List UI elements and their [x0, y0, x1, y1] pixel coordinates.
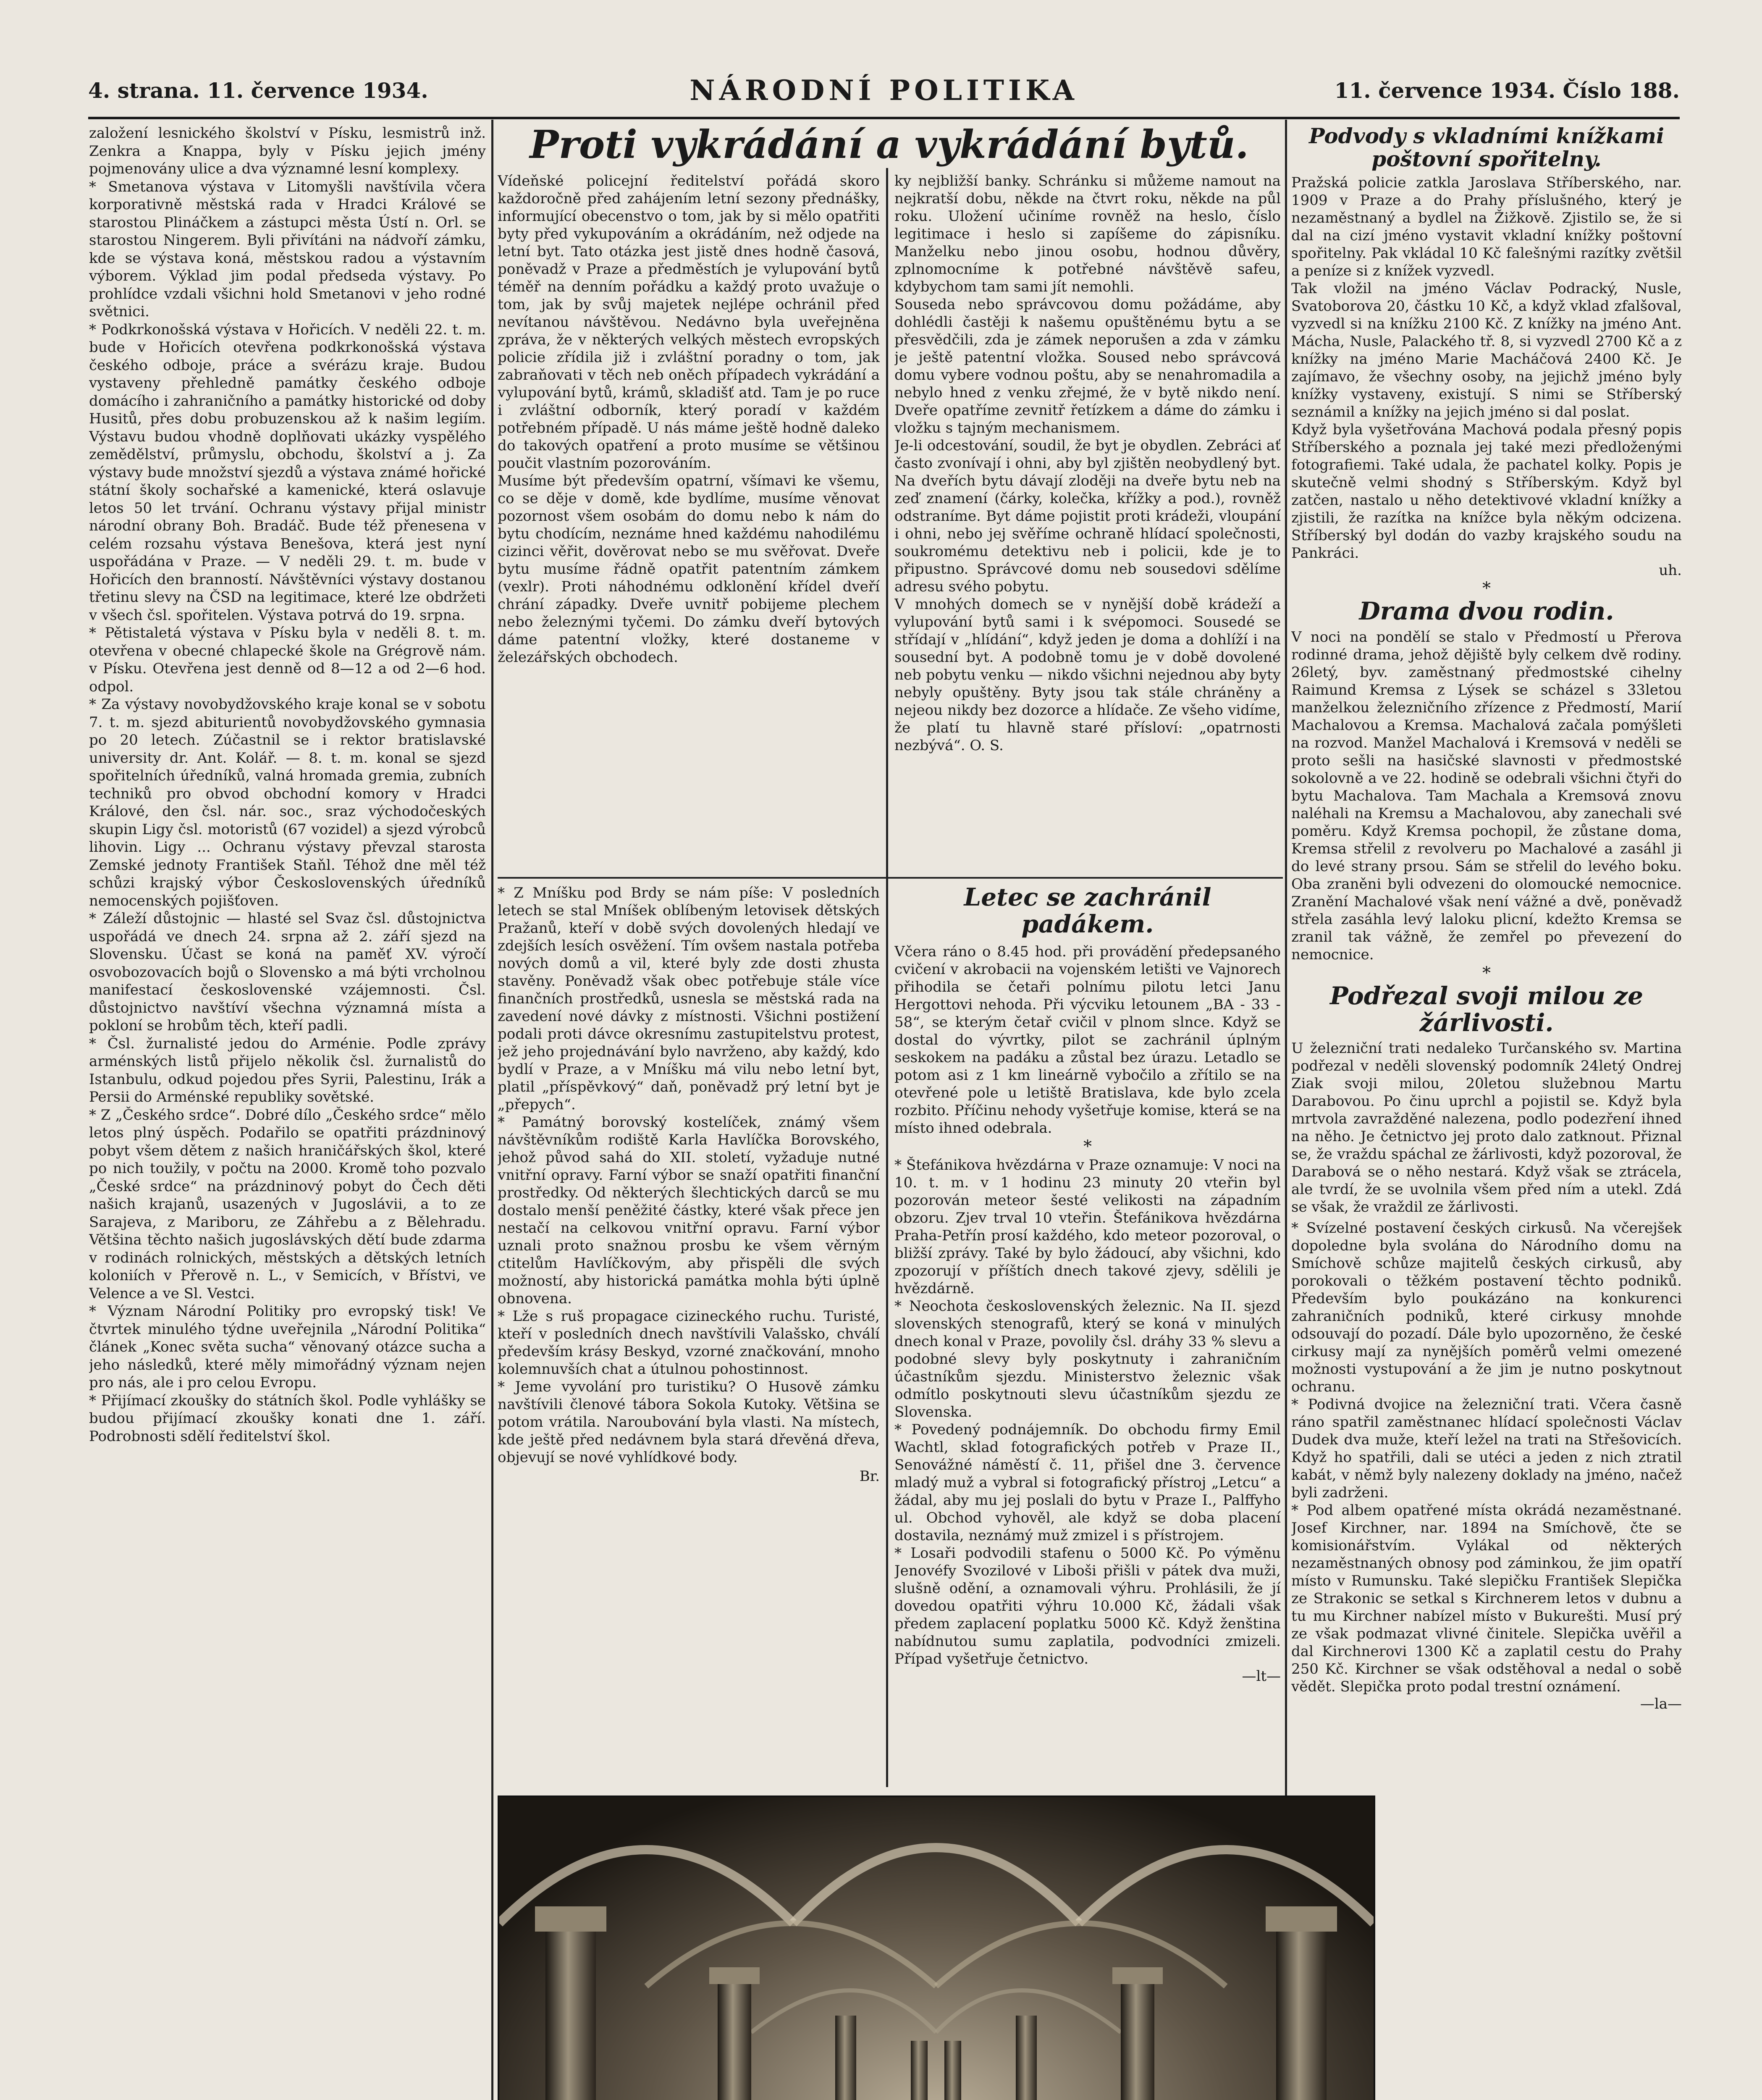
column-1-text: založení lesnického školství v Písku, lesmistrů inž. Zenkra a Knappa, byly v Písku jejich jmény pojmenovány ulice a dva významné lesní komplexy. * Smetanova výstava v Litomyšli navštívila včera korporativně městská rada v Hradci Králové se starostou Plináčkem a zástupci města Ústí n. Orl. se starostou Ningerem. Byli přivítáni na nádvoří zámku, kde se výstava koná, městskou radou a výstavním výborem. Výklad jim podal předseda výstavy. Po prohlídce vzdali všichni hold Smetanovi v jeho rodné světnici. * Podkrkonošská výstava v Hořicích. V neděli 22. t. m. bude v Hořicích otevřena podkrkonošská výstava českého odboje, práce a svérázu kraje. Budou vystaveny přehledně památky českého odboje domácího i zahraničního a památky historické od doby Husitů, přes dobu probuzenskou až k našim legiím. Výstavu budou vhodně doplňovati ukázky vyspělého zemědělství, průmyslu, obchodu, školství a j. Za výstavy bude množství sjezdů a výstava známé hořické státní školy sochařské a kamenické, která oslavuje letos 50 let trvání. Ochranu výstavy přijal ministr národní obrany Boh. Bradáč. Bude též přenesena v celém rozsahu výstava Benešova, která jest nyní uspořádána v Praze. — V neděli 29. t. m. bude v Hořicích den branností. Návštěvníci výstavy dostanou třetinu slevy na ČSD na legitimace, které lze obdržeti v všech čsl. spořitelen. Výstava potrvá do 19. srpna. * Pětistaletá výstava v Písku byla v neděli 8. t. m. otevřena v obecné chlapecké škole na Grégrově nám. v Písku. Otevřena jest denně od 8—12 a od 2—6 hod. odpol. * Za výstavy novobydžovského kraje konal se v sobotu 7. t. m. sjezd abiturientů novobydžovského gymnasia po 20 letech. Zúčastnil se i rektor bratislavské university dr. Ant. Kolář. — 8. t. m. konal se sjezd spořitelních úředníků, valná hromada gremia, zubních techniků pro obvod obchodní komory v Hradci Králové, den čsl. nár. soc., sraz východočeských skupin Ligy čsl. motoristů (67 vozidel) a sjezd výrobců lihovin. Ligy ... Ochranu výstavy převzal starosta Zemské jednoty František Staňl. Téhož dne měl též schůzi krajský výbor Československých úředníků nemocenských pojišťoven. * Záleží důstojnic — hlasté sel Svaz čsl. důstojnictva uspořádá ve dnech 24. srpna až 2. září sjezd na Slovensku. Účast se koná na paměť XV. výročí osvobozovacích bojů o Slovensko a má býti vrcholnou manifestací československé vzájemnosti. Čsl. důstojnictvo navštíví všechna významná místa a pokloní se hrobům těch, kteří padli. * Čsl. žurnalisté jedou do Arménie. Podle zprávy arménských listů přijelo několik čsl. žurnalistů do Istanbulu, odkud pojedou přes Syrii, Palestinu, Irák a Persii do Arménské republiky sovětské. * Z „Českého srdce“. Dobré dílo „Českého srdce“ mělo letos plný úspěch. Podařilo se opatřiti prázdninový pobyt všem dětem z našich hraničářských škol, které po nich toužily, v počtu na 2000. Kromě toho pozvalo „České srdce“ na prázdninový pobyt do Čech děti našich krajanů, usazených v Jugoslávii, a to ze Sarajeva, z Mariboru, ze Záhřebu a z Bělehradu. Většina těchto našich jugoslávských dětí bude zdarma v rodinách rolnických, městských a dětských letních koloniích v Přerově n. L., v Semicích, v Břístvi, ve Velence a ve Sl. Vestci. * Význam Národní Politiky pro evropský tisk! Ve čtvrtek minulého týdne uveřejnila „Národní Politika“ článek „Konec světa sucha“ věnovaný otázce sucha a jeho následků, které měly mimořádný význam nejen pro nás, ale i pro celou Evropu. * Přijímací zkoušky do státních škol. Podle vyhlášky se budou přijímací zkoušky konati dne 1. září. Podrobnosti sdělí ředitelství škol. — [89, 125, 486, 1445]
main-article-title: Proti vykrádání a vykrádání bytů. — [530, 124, 1249, 167]
column-4-signature: —la— — [1640, 1696, 1682, 1713]
column-rule-4 — [886, 880, 888, 1787]
postal-savings-fraud-text: Pražská policie zatkla Jaroslava Stříberského, nar. 1909 v Praze a do Prahy příslušného, který je nezaměstnaný a bydlel na Žižkově. Zjistilo se, že si dal na cizí jméno vystavit vkladní knížky poštovní spořitelny. Pak vkládal 10 Kč falešnými razítky zvětšil a penízе si z knížek vyzvedl. Tak vložil na jméno Václav Podracký, Nusle, Svatoborova 20, částku 10 Kč, a když vklad zfalšoval, vyzvedl si na knížku 2100 Kč. Z knížky na jméno Ant. Mácha, Nusle, Palackého tř. 8, si vyzvedl 2700 Kč a z knížky na jméno Marie Macháčová 2400 Kč. Je zajímavo, že všechny osoby, na jejichž jméno byly knížky vystaveny, existují. S nimi se Stříberský seznámil a knížky na jejich jméno si dal poslat. Když byla vyšetřována Machová podala přesný popis Stříberského a poznala jej také mezi předloženými fotografiemi. Také udala, že pachatel kolky. Popis je skutečně velmi shodný s Stříberským. Když byl zatčen, nastalo u něho detektivové vkladní knížky a zjistili, že razítka na knížce byla někým odcizena. Stříberský byl dodán do vazby krajského soudu na Pankráci. — [1291, 174, 1682, 562]
two-families-drama-title: Drama dvou rodin. — [1359, 597, 1614, 625]
main-article-text-a: Vídeňské policejní ředitelství pořádá skoro každoročně před zahájením letní sezony přednášky, informující obecenstvo o tom, jak by si mělo opatřiti byty před vykupováním a okrádáním, než odjede na letní byt. Tato otázka jest jistě dnes hodně časová, poněvadž v Praze a předměstích je vylupování bytů téměř na denním pořádku a každý proto uvažuje o tom, jak by svůj majetek nejlépe ochránil před nevítanou návštěvou. Nedávno byla uveřejněna zpráva, že v některých velkých městech evropských policie zřídila již i zvláštní poradny o tom, jak zabraňovati v těch neb oněch případech vykrádání a vylupování bytů, krámů, skladišť atd. Tam je po ruce i zvláštní odborník, který poradí v každém potřebném případě. U nás máme ještě hodně daleko do takových opatření a proto musíme se většinou poučit vlastním pozorováním. Musíme být především opatrní, všímavi ke všemu, co se děje v domě, kde bydlíme, musíme věnovat pozornost všem osobám do domu nebo k nám do bytu chodícím, neznáme hned každému nahodilému cizinci věřit, dověrovat nebo se mu svěřovat. Dveře bytu musíme řádně opatřit patentním zámkem (vexlr). Proti náhodnému odklonění křídel dveří chrání západky. Dveře uvnitř pobijeme plechem nebo železnými tyčemi. Do zámku dveří bytových dáme patentní vložky, které dostaneme v železářských obchodech. — [498, 173, 880, 666]
column-1-news — [89, 124, 486, 2100]
separator-star-2: * — [1482, 579, 1491, 598]
main-article-text-b: ky nejbližší banky. Schránku si můžeme namout na nejkratší dobu, někde na čtvrt roku, někde na půl roku. Uložení učiníme rovněž na heslo, číslo legitimace i heslo si zapíšeme do zápisníku. Manželku nebo jinou osobu, hodnou důvěry, zplnomocníme k potřebné návštěvě safeu, kdybychom tam sami jít nemohli. Souseda nebo správcovou domu požádáme, aby dohlédli častěji k našemu opuštěnému bytu a se přesvědčili, zda je zámek neporušen a zda v zámku je ještě patentní vložka. Soused nebo správcová domu vybere vodnou poštu, aby se nenahromadila a nebylo hned z venku zřejmé, že v bytě nikdo není. Dveře opatříme zevnitř řetízkem a dáme do zámku i vložku s tajným mechanismem. Je-li odcestování, soudil, že byt je obydlen. Zebráci ať často zvonívají i ohni, aby byl zjištěn neobydlený byt. Na dveřích bytu dávají zloději na dveře bytu neb na zeď znamení (čárky, kolečka, křížky a pod.), rovněž odstraníme. Byt dáme pojistit proti krádeži, vloupání i ohni, nebo jej svěříme ochraně hlídací společnosti, soukromému detektivu neb i policii, kde je to připustno. Správcové domu neb sousedovi sdělíme adresu svého pobytu. V mnohých domech se v nynější době krádeží a vylupování bytů sami i k svépomoci. Sousedé se střídají v „hlídání“, když jeden je doma a dohlíží i na sousední byt. A podobně tomu je v době dovolené neb pobytu venku — nikdo všichni nejednou aby byty nebyly opuštěny. Byty jsou tak stále chráněny a nejeou nikdy bez dozorce a hlídače. Ze všeho vidíme, že platí tu hlavně staré přísloví: „opatrnosti nezbývá“. O. S. — [894, 173, 1281, 754]
main-article-column-b — [894, 172, 1281, 874]
page-number-date: 4. strana. 11. července 1934. — [88, 78, 428, 103]
newspaper-title: NÁRODNÍ POLITIKA — [690, 74, 1078, 107]
column-rule-3 — [886, 168, 888, 882]
main-article-column-a — [498, 172, 880, 874]
column-3-lower-news — [894, 884, 1281, 1787]
two-families-drama-text: V noci na pondělí se stalo v Předmostí u Přerova rodinné drama, jehož dějiště byly celkem dvě rodiny. 26letý, byv. zaměstnaný předmostské cihelny Raimund Kremsa z Lýsek se scházel s 33letou manželkou železničního zřízence z Předmostí, Marií Machalovou a Kremsa. Machalová začala pomýšleti na rozvod. Manžel Machalová i Kremsová v neděli se proto sešli na hasičské slavnosti v předmostské sokolovně a ve 22. hodině se odebrali všichni čtyři do bytu Machalova. Tam Machala a Kremsová znovu naléhali na Kremsu a Machalovou, aby zanechali své poměru. Když Kremsa pochopil, že zůstane doma, Kremsa střelil z revolveru po Machalové a zasáhl ji do levé strany prsou. Sám se střelil do levého boku. Oba zraněni byli odvezeni do olomoucké nemocnice. Zranění Machalové však není vážné a dvě, poněvadž střela zasáhla levý laloku plicní, kdežto Kremsa se zranil tak vážně, že zemřel po převezení do nemocnice. — [1291, 628, 1682, 963]
separator-star-3: * — [1482, 963, 1491, 983]
separator-star: * — [1083, 1137, 1092, 1156]
crypt-photo — [498, 1796, 1375, 2100]
postal-savings-fraud-signature: uh. — [1659, 562, 1682, 579]
pilot-article-text: Včera ráno o 8.45 hod. při provádění předepsaného cvičení v akrobacii na vojenském letišti ve Vajnorech přihodila se četaři polnímu pilotu letci Janu Hergottovi nehoda. Při výcviku letounem „BA - 33 - 58“, se kterým četař cvičil v plnom slnce. Když se dostal do vývrtky, pilot se zachránil úplným seskokem na padáku a zůstal bez úrazu. Letadlo se potom asi z 1 km lineárně vybočilo a zřítilo se na otevřené pole u letiště Bratislava, kde bylo zcela rozbito. Příčinu nehody vyšetřuje komise, která se na místo ihned odebrala. — [894, 943, 1281, 1137]
crypt-illustration — [499, 1797, 1374, 2100]
jealousy-murder-title: Podřezal svoji milou ze žárlivosti. — [1329, 981, 1644, 1037]
masthead-rule — [88, 117, 1680, 119]
column-2-signature: Br. — [859, 1468, 880, 1485]
column-rule-1 — [491, 120, 493, 2100]
pilot-article-title: Letec se zachránil padákem. — [964, 884, 1211, 938]
main-article-bottom-rule — [498, 877, 1283, 879]
column-2-lower-news — [498, 884, 880, 1787]
issue-date-number: 11. července 1934. Číslo 188. — [1334, 78, 1680, 103]
masthead — [88, 71, 1680, 117]
column-3-signature: —lt— — [1242, 1667, 1281, 1685]
jealousy-murder-text: U železniční trati nedaleko Turčanského sv. Martina podřezal v neděli slovenský podomník 24letý Ondrej Ziak svoji milou, 20letou služebnou Martu Darabovou. Po činu uprchl a pojistil se. Když byla mrtvola zavražděné nalezena, podlo podezření ihned na něho. Je četnictvo jej proto dalo zatknout. Přiznal se, že vraždu spáchal ze žárlivosti, když pozoroval, že Darabová se o něho nestará. Když však se ztrácela, ale tvrdí, že se uvolnila všem před ním a utekl. Zdá se však, že vraždil ze žárlivosti. — [1291, 1040, 1682, 1216]
column-2-lower-text: * Z Mníšku pod Brdy se nám píše: V posledních letech se stal Mníšek oblíbeným letovisek dětských Pražanů, kteří v době svých dovolených hledají ve zdejších lesích osvěžení. Tím ovšem nastala potřeba nových domů a vil, které byly zde dosti zhusta stavěny. Poněvadž však obec potřebuje stále více finančních prostředků, usnesla se městská rada na zavedení nové dávky z místnosti. Všichni postižení podali proti dávce okresnímu zastupitelstvu protest, jež jeho projednávání bylo navrženo, aby každý, kdo bydlí v Praze, a v Mníšku má vilu nebo letní byt, platil „příspěvkový“ daň, poněvadž prý letní byt je „přepych“. * Památný borovský kostelíček, známý všem návštěvníkům rodiště Karla Havlíčka Borovského, jehož původ sahá do XII. století, vyžaduje nutné vnitřní opravy. Farní výbor se snaží opatřiti finanční prostředky. Od některých šlechtických darců se mu dostalo menší peněžité částky, které však přece jen nestačí na celkovou vnitřní opravu. Farní výbor uznali proto snažnou prosbu ke všem věrným ctitelům Havlíčkovým, aby přispěli dle svých možností, aby historická památka mohla býti úplně obnovena. * Lže s ruš propagace cizineckého ruchu. Turisté, kteří v posledních dnech navštívili Valašsko, chválí především krásy Beskyd, vzorné značkování, mnoho kolemnuvších chat a útulnou pohostinnost. * Jeme vyvolání pro turistiku? O Husově zámku navštívili členové tábora Sokola Kutoky. Většina se potom vrátila. Naroubování byla vlasti. Na místech, kde ještě před nedávnem byla stará dřevěná dřeva, objevují se nové vyhlídkové body. — [498, 885, 880, 1466]
column-4-items: * Svízelné postavení českých cirkusů. Na včerejšek dopoledne byla svolána do Národního domu na Smíchově schůze majitelů českých cirkusů, aby porokovali o těžkém postavení těchto podniků. Především bylo poukázáno na konkurenci zahraničních podniků, které cirkusy mnohde odsouvají do pozadí. Dále bylo upozorněno, že české cirkusy mají za nynějších poměrů velmi omezené možnosti vystupování a že jim je nutno poskytnout ochranu. * Podivná dvojice na železniční trati. Včera časně ráno spatřil zaměstnanec hlídací společnosti Václav Dudek dva muže, kteří ležel na trati na Střešovicích. Když ho spatřili, dali se utéci a jeden z nich ztratil kabát, v němž byly nalezeny doklady na jméno, načež byli zadrženi. * Pod albem opatřené místa okrádá nezaměstnané. Josef Kirchner, nar. 1894 na Smíchově, čte se komisionářstvím. Vylákal od některých nezaměstnaných obnosy pod záminkou, že jim opatří místo v Rumunsku. Také slepičku František Slepička ze Strakonic se setkal s Kirchnerem letos v dubnu a tu mu Kirchner nabízel místo v Bukurešti. Musí prý ze však podmazat vlivné činitele. Slepička uvěřil a dal Kirchnerovi 1300 Kč a zaplatil cestu do Prahy 250 Kč. Kirchner se však odstěhoval a nedal o sobě vědět. Slepička proto podal trestní oznámení. — [1291, 1220, 1682, 1696]
main-article-headline-box — [498, 124, 1281, 171]
postal-savings-fraud-title: Podvody s vkladními knížkami poštovní spořitelny. — [1309, 124, 1664, 171]
column-3-items: * Štefánikova hvězdárna v Praze oznamuje: V noci na 10. t. m. v 1 hodinu 23 minuty 20 vteřin byl pozorován meteor šesté velikosti na západním obzoru. Zjev trval 10 vteřin. Štefánikova hvězdárna Praha-Petřín prosí každého, kdo meteor pozoroval, o bližší zprávy. Také by bylo žádoucí, aby všichni, kdo zpozorují v příštích dnech takové zjevy, sdělili je hvězdárně. * Neochota československých železnic. Na II. sjezd slovenských stenografů, který se koná v minulých dnech konal v Praze, povolily čsl. dráhy 33 % slevu a podobné slevy byly poskytnuty i zahraničním účastníkům sjezdu. Ministerstvo železnic však odmítlo poskytnouti slevu účastníkům sjezdu ze Slovenska. * Povedený podnájemník. Do obchodu firmy Emil Wachtl, sklad fotografických potřeb v Praze II., Senovážné náměstí č. 11, přišel dne 3. července mladý muž a vybral si fotografický přístroj „Letcu“ a žádal, aby mu jej poslali do bytu v Praze I., Palffyho ul. Obchod vyhověl, ale když se doba placení dostavila, neznámý muž zmizel i s přístrojem. * Losaři podvodili stafenu o 5000 Kč. Po výměnu Jenovéfy Svozilové v Liboši přišli v pátek dva muži, slušně odění, a oznamovali výhru. Prohlásili, že jí dovedou opatřiti výhru 10.000 Kč, žádali však předem zaplacení poplatku 5000 Kč. Když ženština nabídnutou sumu zaplatila, podvodníci zmizeli. Případ vyšetřuje četnictvo. — [894, 1156, 1281, 1667]
column-4-news — [1291, 124, 1682, 2100]
